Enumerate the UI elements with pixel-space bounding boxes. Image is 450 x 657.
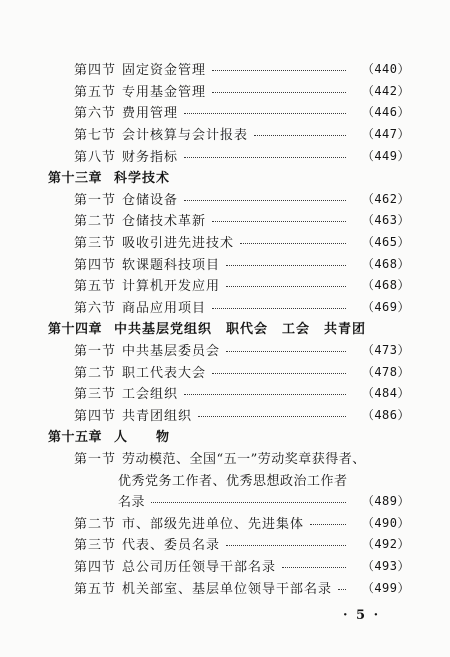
section-number: 第三节	[74, 387, 117, 403]
toc-section-row[interactable]	[0, 209, 450, 231]
toc-section-row[interactable]	[0, 80, 450, 102]
toc-section-row[interactable]	[0, 382, 450, 404]
section-page-ref: （463）	[361, 213, 410, 228]
leader-dots	[212, 373, 346, 374]
section-number: 第二节	[74, 214, 117, 230]
section-number: 第一节	[74, 451, 117, 467]
section-page-ref: （462）	[361, 191, 410, 206]
toc-chapter-heading[interactable]	[0, 166, 450, 188]
section-page-ref: （447）	[361, 127, 410, 142]
toc-section-row[interactable]	[0, 447, 450, 469]
leader-dots	[254, 135, 346, 136]
chapter-title: 科学技术	[114, 171, 171, 187]
section-number: 第三节	[74, 236, 117, 252]
toc-section-row[interactable]	[0, 576, 450, 598]
section-page-ref: （446）	[361, 105, 410, 120]
section-title: 商品应用项目	[122, 300, 207, 316]
section-title: 软课题科技项目	[122, 257, 221, 273]
section-number: 第五节	[74, 581, 117, 597]
section-number: 第四节	[74, 63, 117, 79]
toc-section-row[interactable]	[0, 555, 450, 577]
chapter-number: 第十四章	[48, 322, 103, 338]
section-page-ref: （465）	[361, 235, 410, 250]
leader-dots	[198, 416, 346, 417]
section-title: 总公司历任领导干部名录	[122, 559, 277, 575]
section-title-line: 优秀党务工作者、优秀思想政治工作者	[118, 473, 348, 489]
section-title: 财务指标	[122, 149, 179, 165]
page-number: · 5 ·	[343, 608, 381, 623]
toc-chapter-heading[interactable]	[0, 317, 450, 339]
section-number: 第八节	[74, 149, 117, 165]
section-number: 第六节	[74, 106, 117, 122]
chapter-number: 第十五章	[48, 430, 103, 446]
toc-chapter-heading[interactable]	[0, 425, 450, 447]
section-number: 第四节	[74, 257, 117, 273]
section-number: 第六节	[74, 300, 117, 316]
section-page-ref: （493）	[361, 558, 410, 573]
leader-dots	[240, 243, 346, 244]
section-number: 第三节	[74, 538, 117, 554]
section-number: 第五节	[74, 84, 117, 100]
leader-dots	[226, 545, 346, 546]
toc-section-row[interactable]	[0, 231, 450, 253]
section-title: 会计核算与会计报表	[122, 128, 249, 144]
section-page-ref: （473）	[361, 343, 410, 358]
section-page-ref: （468）	[361, 256, 410, 271]
section-title: 计算机开发应用	[122, 279, 221, 295]
section-page-ref: （492）	[361, 537, 410, 552]
leader-dots	[310, 524, 346, 525]
section-title: 机关部室、基层单位领导干部名录	[122, 581, 333, 597]
section-title: 中共基层委员会	[122, 344, 221, 360]
section-title: 职工代表大会	[122, 365, 207, 381]
section-page-ref: （468）	[361, 278, 410, 293]
section-title: 吸收引进先进技术	[122, 236, 235, 252]
section-page-ref: （484）	[361, 386, 410, 401]
section-title: 共青团组织	[122, 408, 193, 424]
section-title: 费用管理	[122, 106, 179, 122]
toc-section-row[interactable]	[0, 339, 450, 361]
toc-section-continuation	[0, 468, 450, 490]
section-title: 仓储技术革新	[122, 214, 207, 230]
section-page-ref: （440）	[361, 62, 410, 77]
leader-dots	[338, 589, 346, 590]
toc-section-row[interactable]	[0, 101, 450, 123]
section-page-ref: （489）	[361, 494, 410, 509]
section-title: 代表、委员名录	[122, 538, 221, 554]
leader-dots	[184, 113, 346, 114]
section-page-ref: （490）	[361, 515, 410, 530]
section-title: 工会组织	[122, 387, 179, 403]
leader-dots	[282, 567, 346, 568]
table-of-contents	[0, 58, 450, 598]
section-title-line: 劳动模范、全国“五一”劳动奖章获得者、	[122, 451, 366, 467]
section-page-ref: （486）	[361, 407, 410, 422]
toc-section-row[interactable]	[0, 58, 450, 80]
toc-section-row[interactable]	[0, 360, 450, 382]
leader-dots	[151, 502, 346, 503]
section-number: 第一节	[74, 192, 117, 208]
section-title: 市、部级先进单位、先进集体	[122, 516, 305, 532]
toc-section-row[interactable]	[0, 296, 450, 318]
leader-dots	[226, 265, 346, 266]
toc-section-row[interactable]	[0, 274, 450, 296]
section-page-ref: （478）	[361, 364, 410, 379]
toc-section-row[interactable]	[0, 188, 450, 210]
leader-dots	[184, 394, 346, 395]
toc-section-continuation[interactable]	[0, 490, 450, 512]
toc-section-row[interactable]	[0, 144, 450, 166]
toc-section-row[interactable]	[0, 123, 450, 145]
leader-dots	[212, 308, 346, 309]
section-title: 专用基金管理	[122, 84, 207, 100]
section-number: 第二节	[74, 516, 117, 532]
section-page-ref: （449）	[361, 148, 410, 163]
leader-dots	[184, 157, 346, 158]
leader-dots	[226, 286, 346, 287]
section-number: 第二节	[74, 365, 117, 381]
section-title: 固定资金管理	[122, 63, 207, 79]
chapter-title: 人 物	[114, 430, 171, 446]
chapter-title: 中共基层党组织 职代会 工会 共青团	[114, 322, 367, 338]
toc-section-row[interactable]	[0, 533, 450, 555]
leader-dots	[226, 351, 346, 352]
section-number: 第一节	[74, 344, 117, 360]
section-title-line: 名录	[118, 495, 146, 511]
section-page-ref: （442）	[361, 83, 410, 98]
leader-dots	[184, 200, 346, 201]
toc-section-row[interactable]	[0, 252, 450, 274]
section-page-ref: （469）	[361, 299, 410, 314]
section-number: 第七节	[74, 128, 117, 144]
section-title: 仓储设备	[122, 192, 179, 208]
section-number: 第四节	[74, 408, 117, 424]
toc-section-row[interactable]	[0, 511, 450, 533]
section-page-ref: （499）	[361, 580, 410, 595]
section-number: 第四节	[74, 559, 117, 575]
toc-section-row[interactable]	[0, 404, 450, 426]
leader-dots	[212, 92, 346, 93]
leader-dots	[212, 70, 346, 71]
leader-dots	[212, 221, 346, 222]
chapter-number: 第十三章	[48, 171, 103, 187]
section-number: 第五节	[74, 279, 117, 295]
